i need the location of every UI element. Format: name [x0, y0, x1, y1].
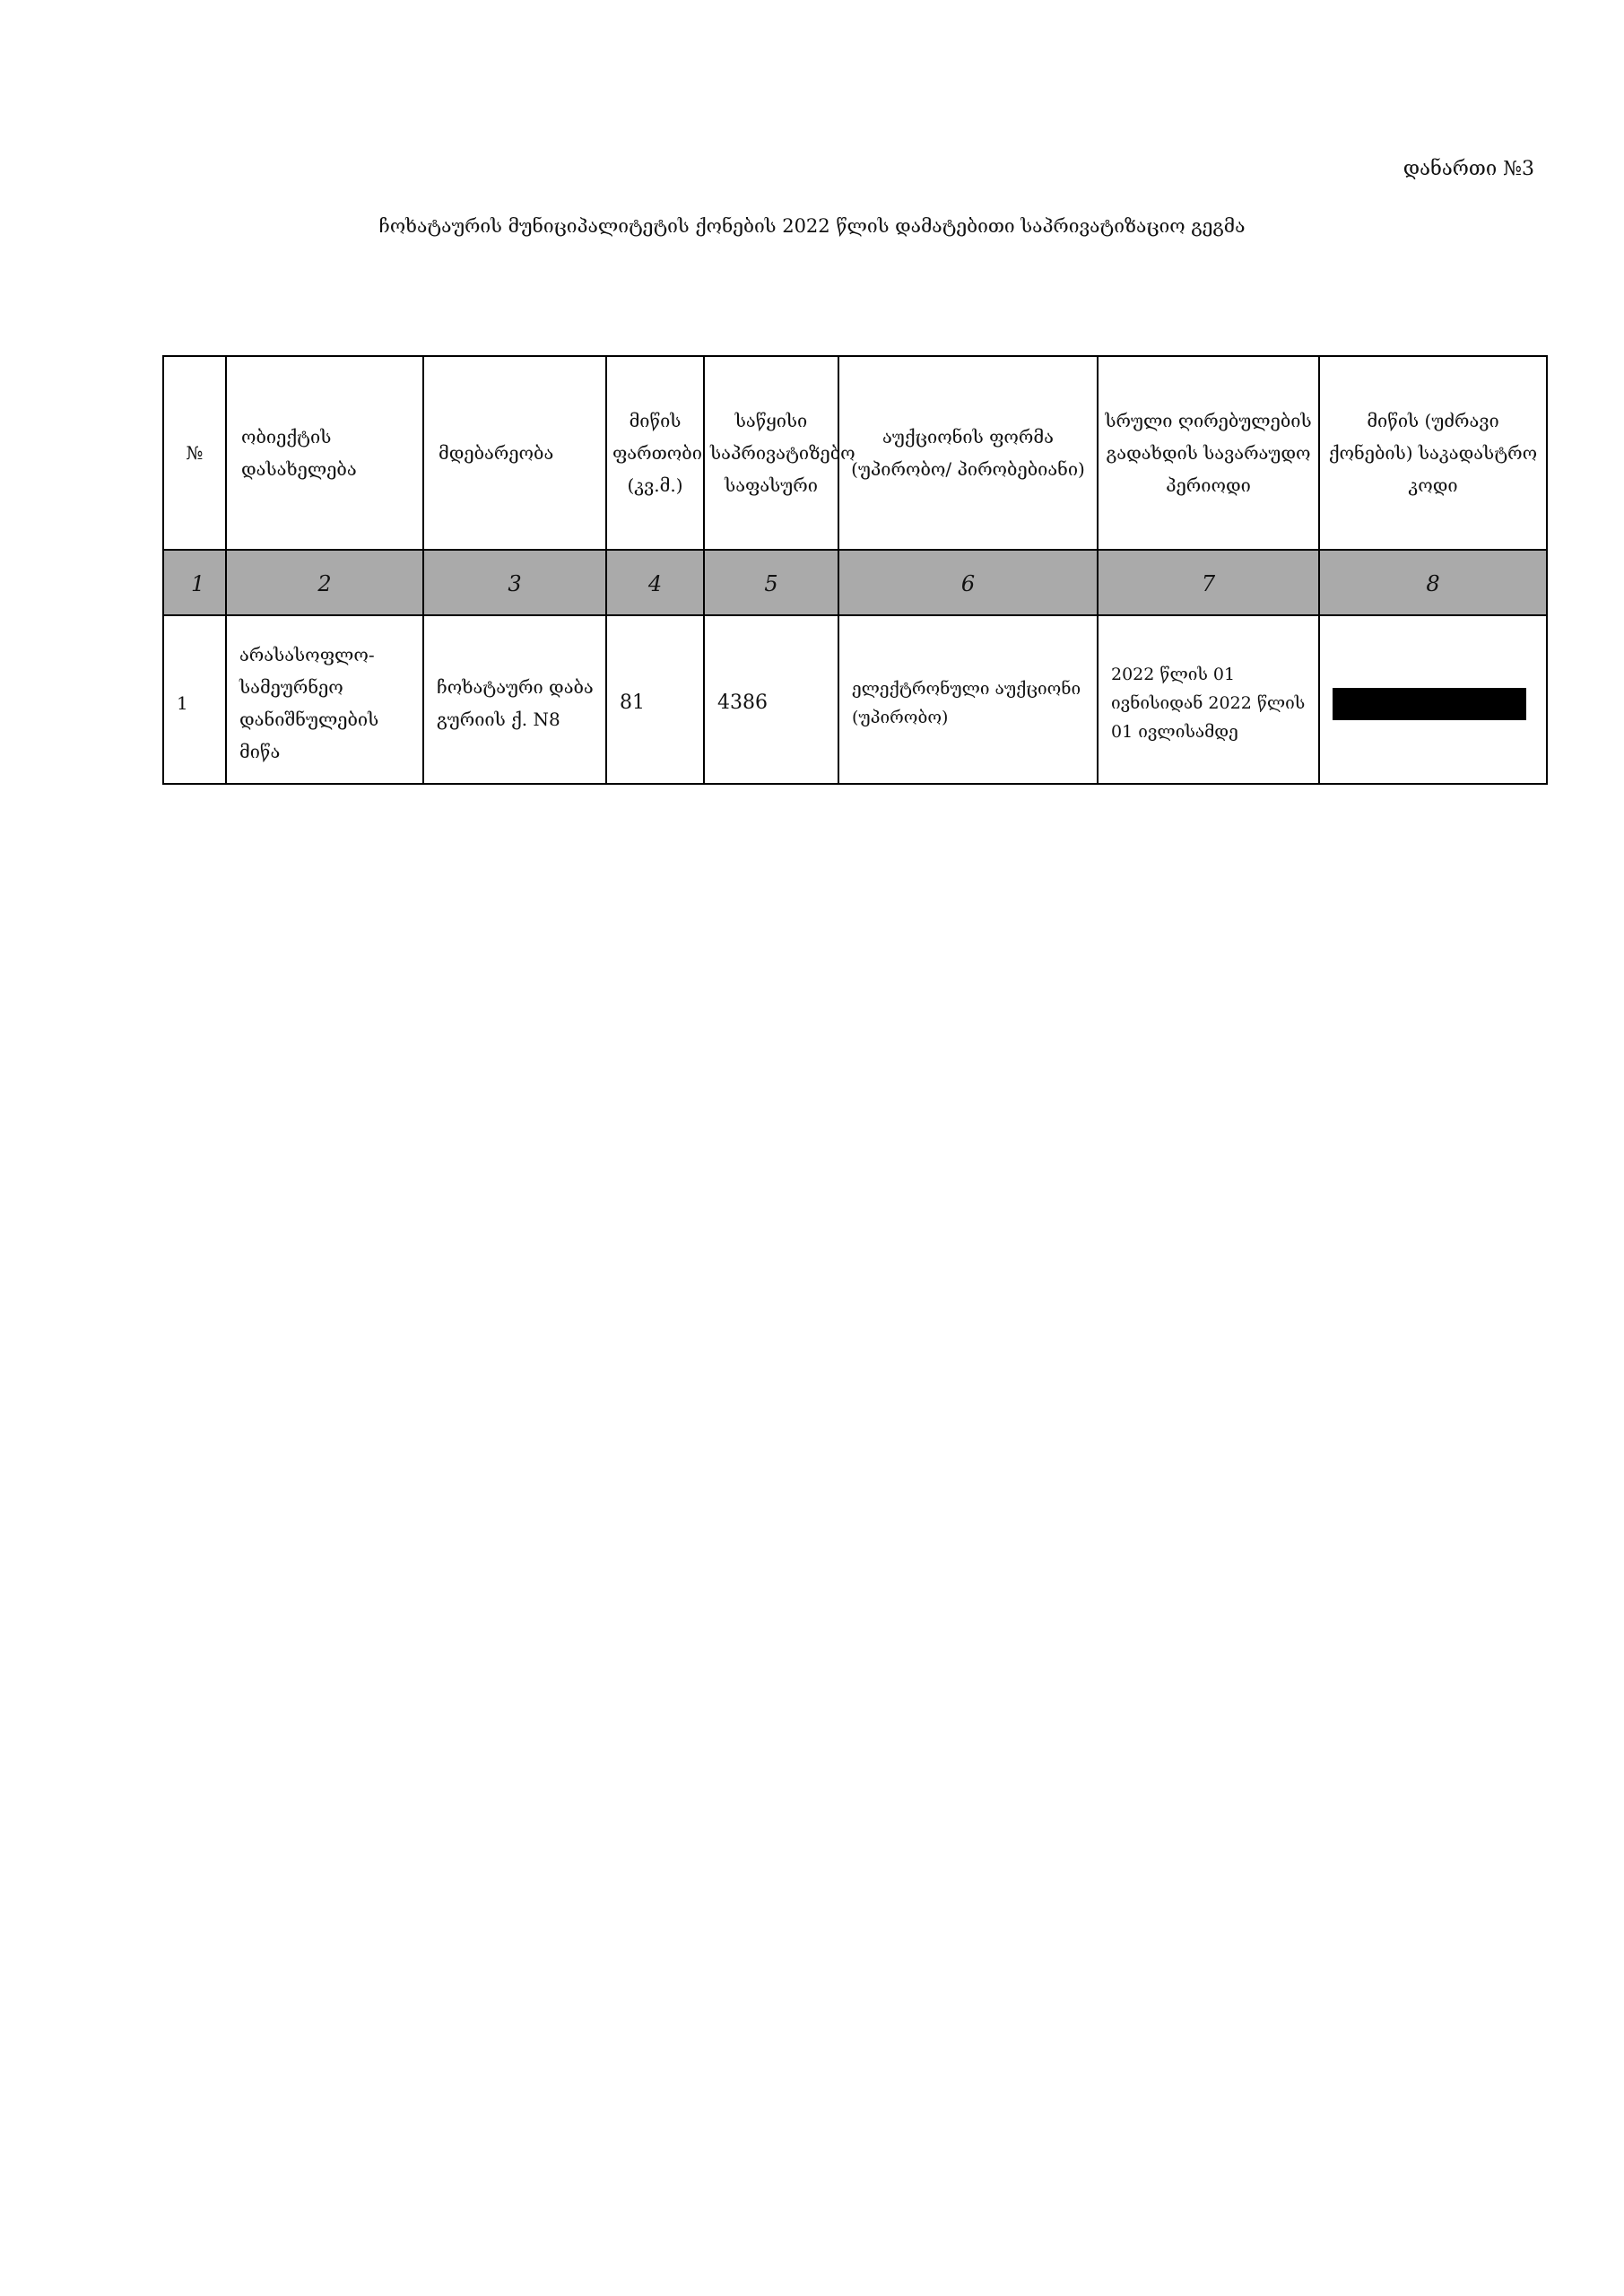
row-number: 1 — [163, 615, 226, 784]
header-auction-form: აუქციონის ფორმა (უპირობო/ პირობებიანი) — [838, 356, 1098, 550]
column-number: 8 — [1319, 550, 1547, 615]
row-object-name: არასასოფლო-სამეურნეო დანიშნულების მიწა — [226, 615, 423, 784]
header-land-area: მიწის ფართობი (კვ.მ.) — [606, 356, 704, 550]
column-number: 3 — [423, 550, 606, 615]
table-row — [163, 615, 1547, 784]
privatization-plan-table — [162, 355, 1548, 785]
header-location: მდებარეობა — [423, 356, 606, 550]
header-number: № — [163, 356, 226, 550]
column-number: 1 — [163, 550, 226, 615]
table-header-row — [163, 356, 1547, 550]
header-cadastral-code: მიწის (უძრავი ქონების) საკადასტრო კოდი — [1319, 356, 1547, 550]
header-object-name: ობიექტის დასახელება — [226, 356, 423, 550]
header-starting-price: საწყისი საპრივატიზებო საფასური — [704, 356, 838, 550]
row-starting-price: 4386 — [704, 615, 838, 784]
row-land-area: 81 — [606, 615, 704, 784]
row-auction-form: ელექტრონული აუქციონი (უპირობო) — [838, 615, 1098, 784]
column-number: 2 — [226, 550, 423, 615]
document-title: ჩოხატაურის მუნიციპალიტეტის ქონების 2022 წლის დამატებითი საპრივატიზაციო გეგმა — [378, 215, 1246, 237]
column-number: 4 — [606, 550, 704, 615]
column-number-row — [163, 550, 1547, 615]
row-cadastral-code — [1319, 615, 1547, 784]
column-number: 6 — [838, 550, 1098, 615]
row-payment-period: 2022 წლის 01 ივნისიდან 2022 წლის 01 ივლისამდე — [1098, 615, 1319, 784]
column-number: 7 — [1098, 550, 1319, 615]
header-payment-period: სრული ღირებულების გადახდის სავარაუდო პერიოდი — [1098, 356, 1319, 550]
row-location: ჩოხატაური დაბა გურიის ქ. N8 — [423, 615, 606, 784]
redacted-cadastral-code — [1333, 688, 1526, 720]
annex-label: დანართი №3 — [1403, 158, 1534, 180]
column-number: 5 — [704, 550, 838, 615]
